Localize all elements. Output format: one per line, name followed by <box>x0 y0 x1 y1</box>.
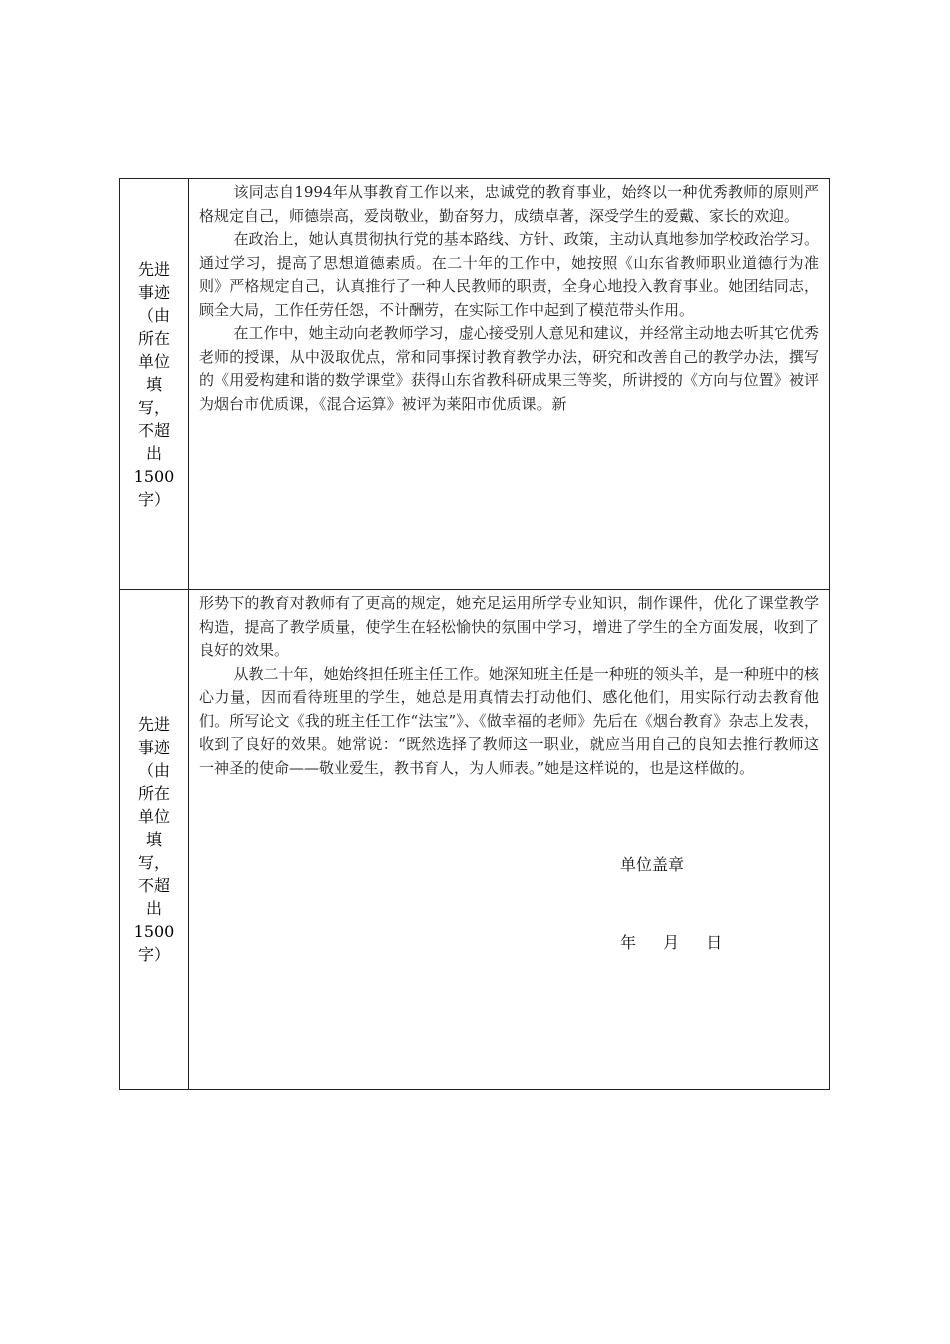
label-line: 1500 <box>133 922 175 941</box>
label-line: 先进 <box>137 259 170 279</box>
form-row-1 <box>119 178 830 590</box>
label-line: 填 <box>145 830 162 849</box>
label-line: 出 <box>145 443 162 463</box>
row-label <box>132 258 176 511</box>
paragraph: 该同志自1994年从事教育工作以来，忠诚党的教育事业，始终以一种优秀教师的原则严格规定自己，师德崇高，爱岗敬业，勤奋努力，成绩卓著，深受学生的爱戴、家长的欢迎。 <box>199 183 819 225</box>
label-line: 所在 <box>137 784 170 803</box>
date-day-label: 日 <box>706 933 723 952</box>
row-content-cell <box>189 590 829 1089</box>
label-line: 单位 <box>137 351 170 371</box>
label-line: 事迹 <box>137 282 170 302</box>
label-line: （由 <box>137 305 170 325</box>
label-line: 写， <box>137 397 170 417</box>
date-line <box>620 930 744 953</box>
label-line: 填 <box>145 374 162 394</box>
row-content-cell <box>189 179 829 589</box>
row-label <box>132 713 176 966</box>
unit-stamp-label: 单位盖章 <box>620 855 685 874</box>
date-year-label: 年 <box>620 933 637 952</box>
label-line: 单位 <box>137 807 170 826</box>
label-line: 写， <box>137 853 170 872</box>
label-line: 出 <box>145 899 162 918</box>
paragraph: 在政治上，她认真贯彻执行党的基本路线、方针、政策，主动认真地参加学校政治学习。通过学习，提高了思想道德素质。在二十年的工作中，她按照《山东省教师职业道德行为准则》严格规定自己，认真推行了一种人民教师的职责，全身心地投入教育事业。她团结同志，顾全大局，工作任劳任怨，不计酬劳，在实际工作中起到了模范带头作用。 <box>199 230 819 319</box>
label-line: （由 <box>137 761 170 780</box>
row-label-cell <box>120 179 189 589</box>
paragraph: 形势下的教育对教师有了更高的规定，她充足运用所学专业知识，制作课件，优化了课堂教学构造，提高了教学质量，使学生在轻松愉快的氛围中学习，增进了学生的全方面发展，收到了良好的效果。 <box>199 594 819 659</box>
label-line: 事迹 <box>137 738 170 757</box>
label-line: 不超 <box>137 876 170 895</box>
label-line: 所在 <box>137 328 170 348</box>
label-line: 不超 <box>137 420 170 440</box>
paragraph: 在工作中，她主动向老教师学习，虚心接受别人意见和建议，并经常主动地去听其它优秀老师的授课，从中汲取优点，常和同事探讨教育教学办法，研究和改善自己的教学办法，撰写的《用爱构建和谐的数学课堂》获得山东省教科研成果三等奖，所讲授的《方向与位置》被评为烟台市优质课，《混合运算》被评为莱阳市优质课。新 <box>199 324 819 413</box>
label-line: 字） <box>137 945 170 964</box>
label-line: 字） <box>137 489 170 509</box>
row-label-cell <box>120 590 189 1089</box>
label-line: 1500 <box>133 466 175 486</box>
label-line: 先进 <box>137 715 170 734</box>
paragraph: 从教二十年，她始终担任班主任工作。她深知班主任是一种班的领头羊，是一种班中的核心力量，因而看待班里的学生，她总是用真情去打动他们、感化他们，用实际行动去教育他们。所写论文《我的班主任工作“法宝”》、《做幸福的老师》先后在《烟台教育》杂志上发表，收到了良好的效果。她常说：“既然选择了教师这一职业，就应当用自己的良知去推行教师这一神圣的使命——敬业爱生，教书育人，为人师表。”她是这样说的，也是这样做的。 <box>199 664 819 777</box>
date-month-label: 月 <box>663 933 680 952</box>
form-row-2 <box>119 590 830 1090</box>
